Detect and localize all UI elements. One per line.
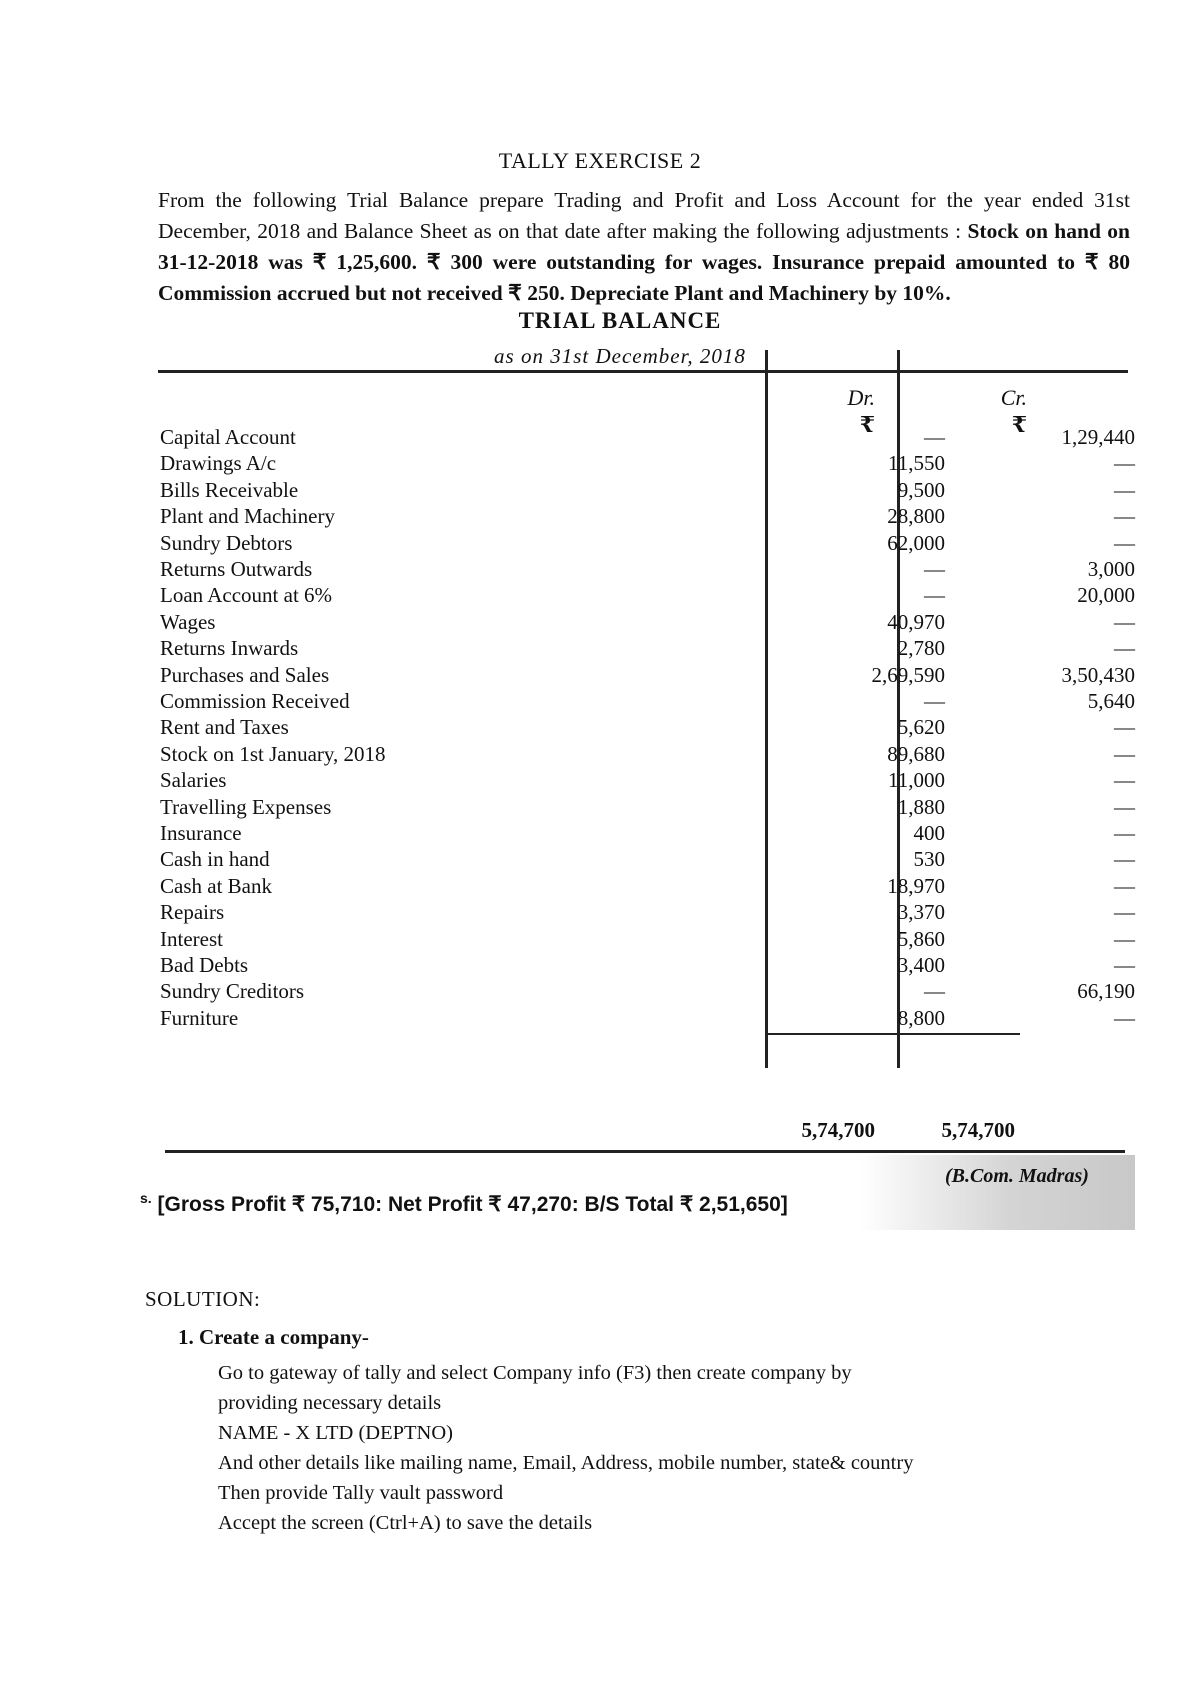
- debit-amount: —: [924, 689, 945, 713]
- credit-amount: 1,29,440: [1061, 425, 1135, 449]
- account-name: Cash in hand: [160, 847, 270, 872]
- account-name: Interest: [160, 926, 223, 951]
- trial-balance-title: TRIAL BALANCE: [518, 308, 722, 333]
- step-1-body: [218, 1358, 1118, 1538]
- account-name: Cash at Bank: [160, 873, 272, 898]
- credit-amount: —: [1114, 794, 1135, 819]
- account-name: Plant and Machinery: [160, 504, 335, 529]
- debit-amount: 62,000: [887, 530, 945, 555]
- credit-amount: —: [1114, 609, 1135, 634]
- credit-amount: —: [1114, 926, 1135, 951]
- account-name: Travelling Expenses: [160, 794, 332, 819]
- table-bottom-rule: [165, 1150, 1125, 1153]
- account-name: Salaries: [160, 768, 227, 793]
- cr-total-line: [900, 1033, 1020, 1035]
- debit-amount: 89,680: [887, 741, 945, 766]
- step-1-line: Go to gateway of tally and select Company info (F3) then create company by: [218, 1362, 852, 1384]
- credit-amount: —: [1114, 768, 1135, 793]
- credit-amount: 5,640: [1087, 689, 1135, 713]
- dr-total: 5,74,700: [801, 1118, 875, 1142]
- answer-prefix: s.: [140, 1190, 152, 1206]
- credit-amount: —: [1114, 741, 1135, 766]
- step-1-line: Accept the screen (Ctrl+A) to save the details: [218, 1512, 593, 1534]
- credit-amount: 20,000: [1077, 583, 1135, 608]
- credit-amount: —: [1114, 1005, 1135, 1030]
- cr-total: 5,74,700: [941, 1118, 1015, 1142]
- credit-amount: —: [1114, 636, 1135, 661]
- account-name: Sundry Creditors: [160, 979, 305, 1004]
- credit-amount: —: [1114, 504, 1135, 529]
- account-name: Insurance: [160, 821, 242, 845]
- account-name: Returns Outwards: [160, 557, 313, 581]
- table-row: [160, 1005, 1135, 1036]
- account-name: Repairs: [160, 900, 225, 925]
- account-name: Wages: [160, 609, 216, 634]
- debit-amount: 9,500: [897, 477, 945, 502]
- step-1-heading: 1. Create a company-: [178, 1325, 369, 1349]
- debit-amount: —: [924, 425, 945, 449]
- debit-amount: 2,780: [897, 636, 945, 661]
- account-name: Commission Received: [160, 689, 350, 713]
- credit-amount: 66,190: [1077, 979, 1135, 1004]
- credit-amount: —: [1114, 451, 1135, 476]
- credit-amount: —: [1114, 900, 1135, 925]
- credit-amount: —: [1114, 477, 1135, 502]
- credit-amount: 3,50,430: [1061, 662, 1135, 687]
- account-name: Furniture: [160, 1005, 239, 1030]
- debit-amount: 5,620: [897, 715, 945, 740]
- account-name: Returns Inwards: [160, 636, 299, 661]
- debit-amount: 2,69,590: [871, 662, 945, 687]
- answer-line: [140, 1190, 788, 1217]
- dr-total-line: [765, 1033, 898, 1035]
- debit-amount: 1,880: [897, 794, 945, 819]
- dr-column-header: Dr.: [847, 385, 875, 410]
- debit-amount: 28,800: [887, 504, 945, 529]
- debit-amount: —: [924, 583, 945, 608]
- credit-amount: —: [1114, 715, 1135, 740]
- account-name: Bills Receivable: [160, 477, 299, 502]
- step-1-line: NAME - X LTD (DEPTNO): [218, 1422, 453, 1444]
- debit-amount: 8,800: [897, 1005, 945, 1030]
- solution-title: SOLUTION:: [145, 1287, 261, 1311]
- table-top-rule: [158, 370, 1128, 373]
- debit-amount: 40,970: [887, 609, 945, 634]
- debit-amount: 5,860: [897, 926, 945, 951]
- problem-text-1: From the following Trial Balance prepare Trading and Profit and Loss Account for the year ended 31st December, 2018 and Balance Sheet as on that date after making the following adjustments :: [158, 188, 1130, 243]
- trial-balance-subtitle: as on 31st December, 2018: [494, 344, 746, 368]
- account-name: Purchases and Sales: [160, 662, 330, 687]
- credit-amount: —: [1114, 847, 1135, 872]
- account-name: Drawings A/c: [160, 451, 277, 476]
- debit-amount: 11,000: [888, 768, 945, 793]
- account-name: Rent and Taxes: [160, 715, 289, 740]
- source-citation: (B.Com. Madras): [945, 1165, 1089, 1187]
- credit-amount: —: [1114, 530, 1135, 555]
- cr-currency-symbol: ₹: [1011, 412, 1027, 437]
- account-name: Capital Account: [160, 425, 296, 449]
- step-1-line: Then provide Tally vault password: [218, 1482, 504, 1504]
- step-1-line: And other details like mailing name, Email, Address, mobile number, state& country: [218, 1452, 914, 1474]
- dr-currency-symbol: ₹: [859, 412, 875, 437]
- debit-amount: 11,550: [888, 451, 945, 476]
- debit-amount: 3,370: [897, 900, 945, 925]
- credit-amount: 3,000: [1087, 557, 1135, 581]
- account-name: Bad Debts: [160, 953, 249, 977]
- debit-amount: —: [924, 979, 945, 1004]
- answer-text: [Gross Profit ₹ 75,710: Net Profit ₹ 47,270: B/S Total ₹ 2,51,650]: [157, 1193, 788, 1216]
- step-1-line: providing necessary details: [218, 1392, 442, 1414]
- account-name: Stock on 1st January, 2018: [160, 741, 386, 766]
- debit-amount: 18,970: [887, 873, 945, 898]
- debit-amount: 400: [913, 821, 945, 845]
- credit-amount: —: [1114, 873, 1135, 898]
- problem-statement: [158, 185, 1130, 309]
- debit-amount: 530: [913, 847, 945, 872]
- credit-amount: —: [1114, 953, 1135, 977]
- cr-column-header: Cr.: [1000, 385, 1027, 410]
- account-name: Loan Account at 6%: [160, 583, 333, 608]
- debit-amount: —: [924, 557, 945, 581]
- credit-amount: —: [1114, 821, 1135, 845]
- debit-amount: 3,400: [897, 953, 945, 977]
- page-title: TALLY EXERCISE 2: [498, 148, 702, 173]
- problem-text-2: Stock on hand on 31-12-2018 was ₹ 1,25,600. ₹ 300 were outstanding for wages. Insurance prepaid amounted to ₹ 80 Commission accrued but not received ₹ 250. Depreciate Plant and Machinery by 10%.: [158, 219, 1130, 305]
- account-name: Sundry Debtors: [160, 530, 293, 555]
